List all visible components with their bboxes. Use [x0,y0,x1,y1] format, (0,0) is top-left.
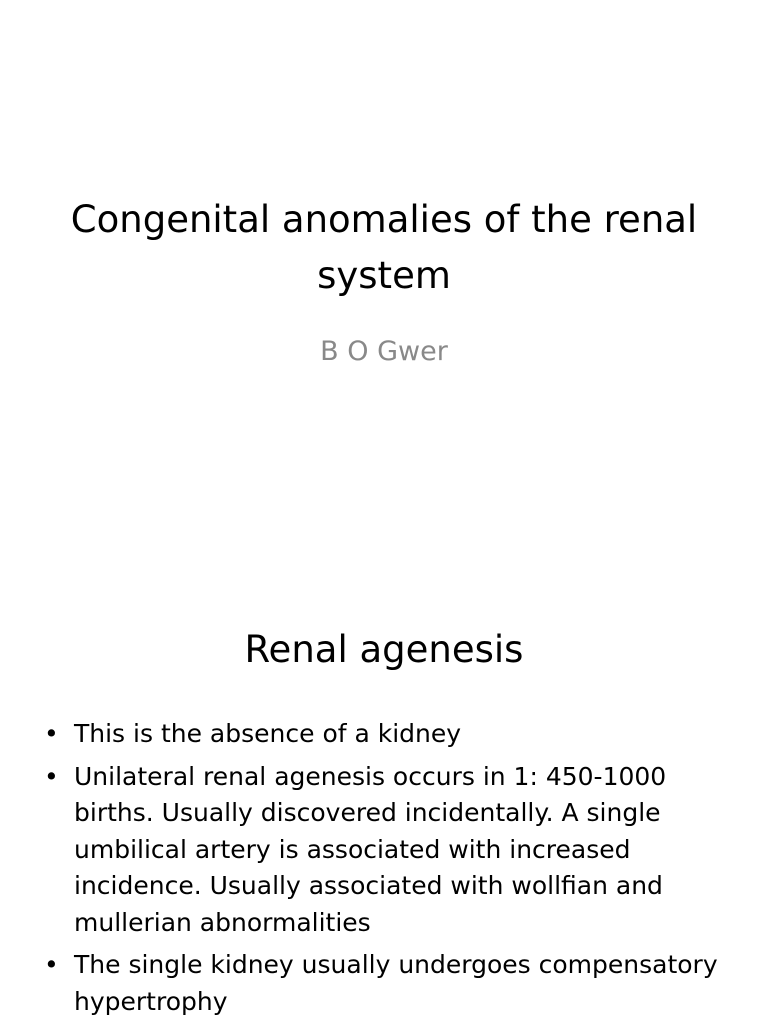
bullet-item [44,759,724,942]
presentation-title: Congenital anomalies of the renal system [70,198,698,297]
bullet-item [44,947,724,1020]
content-slide [0,576,768,1024]
bullet-icon: • [44,761,59,791]
bullet-text: The single kidney usually undergoes compensatory hypertrophy [74,950,718,1016]
bullet-text: This is the absence of a kidney [74,719,462,748]
bullet-icon: • [44,950,59,979]
bullet-item [44,716,724,753]
bullet-icon: • [44,719,59,748]
bullet-list [44,716,724,1026]
bullet-text: Unilateral renal agenesis occurs in 1: 450-1000 births. Usually discovered incidentally. A single umbilical artery is associated with increased incidence. Usually associated with wollfian and mullerian abnormalities [74,761,667,937]
author-subtitle: B O Gwer [320,336,448,367]
slide-title: Renal agenesis [244,628,524,671]
